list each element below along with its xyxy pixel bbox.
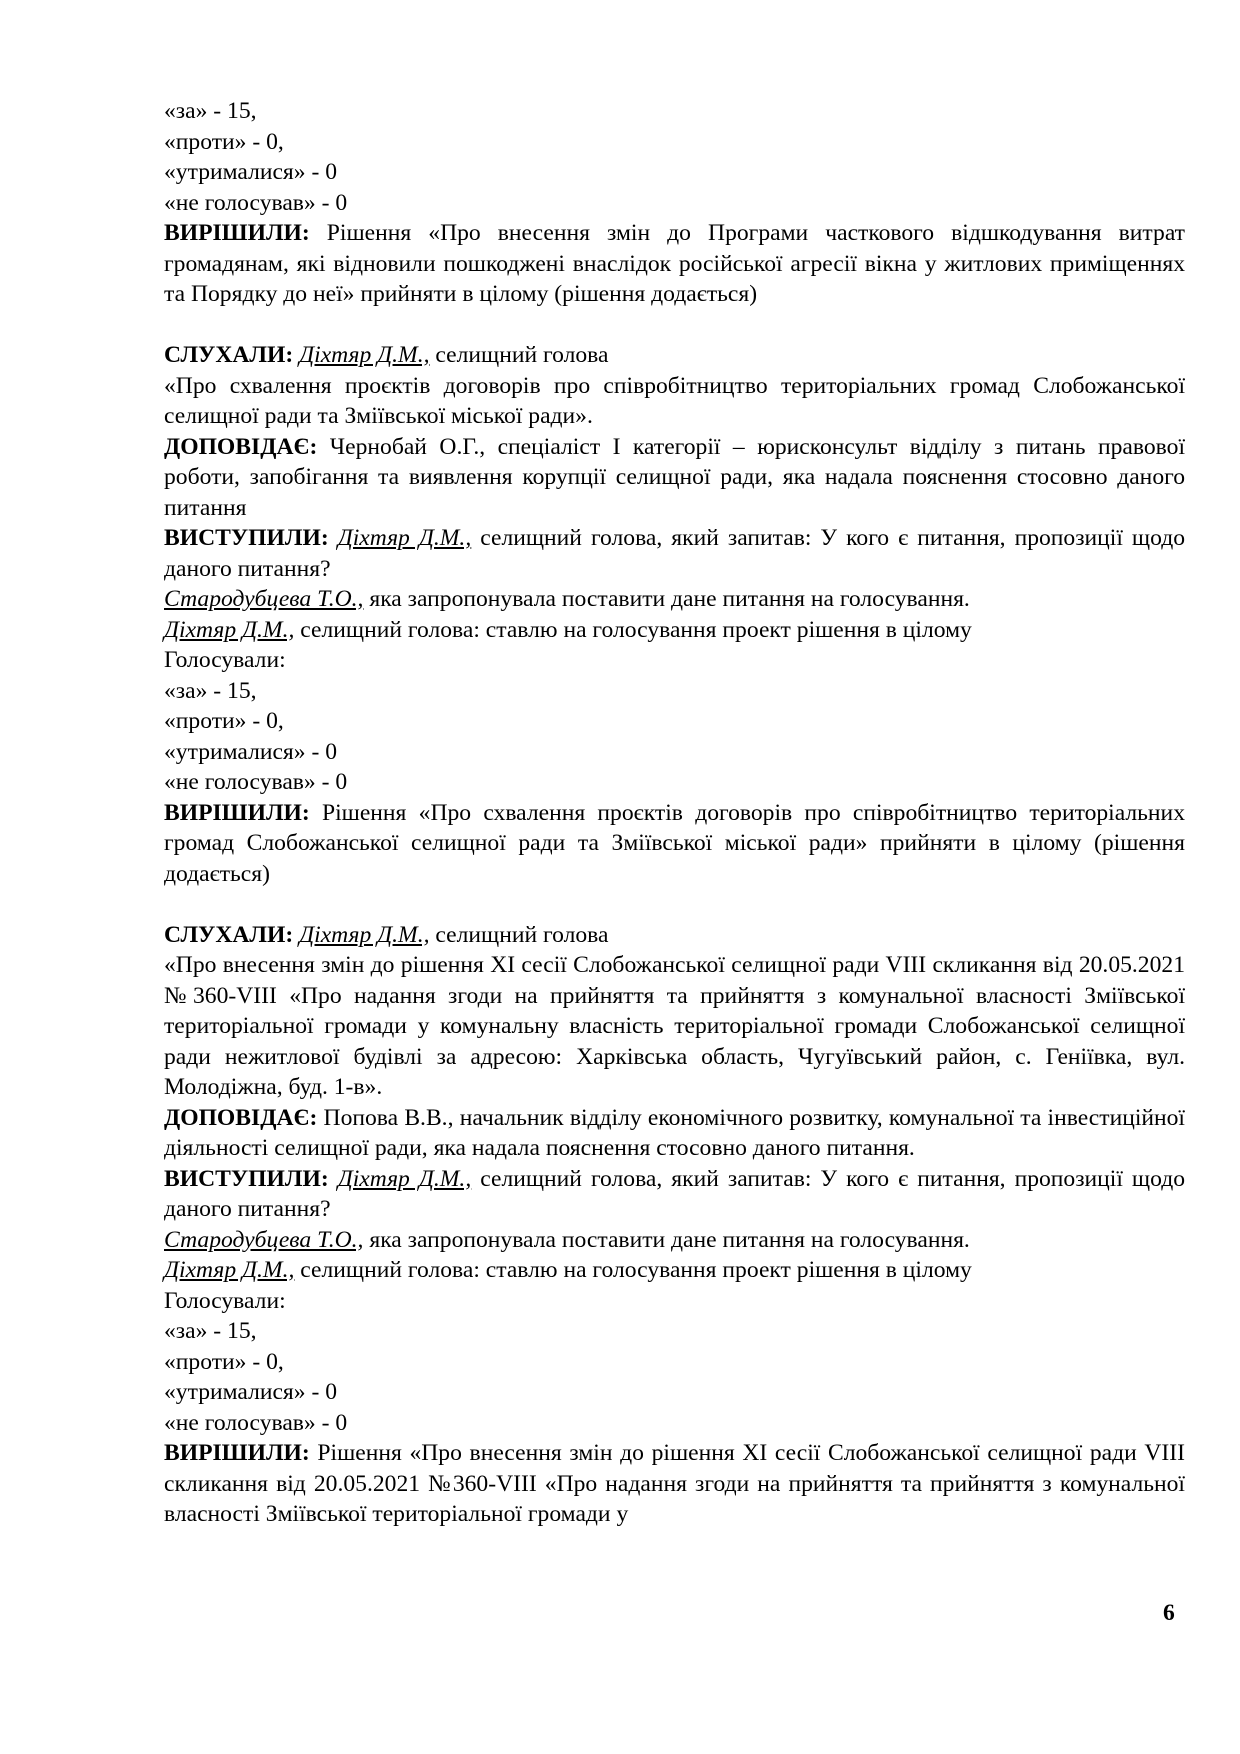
speaker-role: селищний голова xyxy=(429,342,609,368)
chair-line xyxy=(164,1255,1185,1286)
decided-label: ВИРІШИЛИ: xyxy=(164,799,310,826)
vote-against: «проти» - 0, xyxy=(164,708,284,734)
report-label: ДОПОВІДАЄ: xyxy=(164,433,318,460)
section-gap xyxy=(164,889,1185,920)
proposal-text: яка запропонувала поставити дане питання на голосування. xyxy=(363,586,970,612)
vote-not-voted: «не голосував» - 0 xyxy=(164,769,348,795)
proposer-name: Стародубцева Т.О., xyxy=(164,586,364,612)
vote-against: «проти» - 0, xyxy=(164,128,284,155)
page-number: 6 xyxy=(1163,1600,1175,1626)
decided-text: Рішення «Про внесення змін до рішення ХІ сесії Слобожанської селищної ради VIII скликання від 20.05.2021 №360-VIII «Про надання згоди на прийняття та прийняття з комунальної власності Зміївської територіальної громади у xyxy=(164,1440,1185,1527)
speaker-role: селищний голова xyxy=(429,921,609,948)
vote-not-voted: «не голосував» - 0 xyxy=(164,189,348,216)
spoke-label: ВИСТУПИЛИ: xyxy=(164,525,329,551)
page-content xyxy=(164,96,1185,1530)
vote-for: «за» - 15, xyxy=(164,98,257,124)
heard-label: СЛУХАЛИ: xyxy=(164,342,294,368)
vote-not-voted: «не голосував» - 0 xyxy=(164,1409,348,1436)
proposer-name: Стародубцева Т.О., xyxy=(164,1226,364,1253)
vote-abstained: «утрималися» - 0 xyxy=(164,1379,338,1405)
voted-label: Голосували: xyxy=(164,647,286,673)
proposal-line xyxy=(164,1225,1185,1256)
heard-line xyxy=(164,920,1185,951)
speaker-name: Діхтяр Д.М., xyxy=(337,525,472,551)
spoke-paragraph xyxy=(164,523,1185,584)
speaker-name: Діхтяр Д.М., xyxy=(337,1165,472,1192)
vote-abstained: «утрималися» - 0 xyxy=(164,738,338,765)
vote-for: «за» - 15, xyxy=(164,677,257,704)
report-text: Попова В.В., начальник відділу економічного розвитку, комунальної та інвестиційної діяльності селищної ради, яка надала пояснення стосовно даного питання. xyxy=(164,1104,1185,1161)
speaker-name: Діхтяр Д.М., xyxy=(299,342,430,368)
speaker-name: Діхтяр Д.М., xyxy=(299,921,430,948)
report-paragraph xyxy=(164,432,1185,524)
report-paragraph xyxy=(164,1103,1185,1164)
decided-label: ВИРІШИЛИ: xyxy=(164,1440,310,1466)
vote-for: «за» - 15, xyxy=(164,1318,257,1344)
chair-name: Діхтяр Д.М., xyxy=(164,1257,295,1283)
voted-label: Голосували: xyxy=(164,1287,286,1314)
heard-label: СЛУХАЛИ: xyxy=(164,921,294,948)
spoke-text: селищний голова, який запитав: У кого є питання, пропозиції щодо даного питання? xyxy=(164,525,1186,582)
spoke-paragraph xyxy=(164,1164,1185,1225)
decision-paragraph xyxy=(164,798,1185,890)
decided-text: Рішення «Про внесення змін до Програми часткового відшкодування витрат громадянам, які відновили пошкоджені внаслідок російської агресії вікна у житлових приміщеннях та Порядку до неї» прийняти в цілому (рішення додається) xyxy=(164,220,1185,307)
agenda-topic: «Про внесення змін до рішення ХІ сесії Слобожанської селищної ради VIII скликання від 20.05.2021 №360-VIII «Про надання згоди на прийняття та прийняття з комунальної власності Зміївської територіальної громади у комунальну власність територіальної громади Слобожанської селищної ради нежитлової будівлі за адресою: Харківська область, Чугуївський район, с. Геніївка, вул. Молодіжна, буд. 1-в». xyxy=(164,952,1185,1100)
chair-name: Діхтяр Д.М., xyxy=(164,616,295,643)
spoke-label: ВИСТУПИЛИ: xyxy=(164,1165,329,1192)
chair-line xyxy=(164,615,1185,646)
report-text: Чернобай О.Г., спеціаліст І категорії – юрисконсульт відділу з питань правової роботи, запобігання та виявлення корупції селищної ради, яка надала пояснення стосовно даного питання xyxy=(164,433,1185,521)
proposal-text: яка запропонувала поставити дане питання на голосування. xyxy=(363,1226,970,1253)
decided-label: ВИРІШИЛИ: xyxy=(164,220,310,246)
spoke-text: селищний голова, який запитав: У кого є питання, пропозиції щодо даного питання? xyxy=(164,1165,1186,1222)
agenda-topic: «Про схвалення проєктів договорів про співробітництво територіальних громад Слобожанської селищної ради та Зміївської міської ради». xyxy=(164,372,1185,429)
chair-text: селищний голова: ставлю на голосування проект рішення в цілому xyxy=(294,1257,972,1283)
report-label: ДОПОВІДАЄ: xyxy=(164,1104,318,1131)
decision-paragraph xyxy=(164,218,1185,310)
vote-against: «проти» - 0, xyxy=(164,1348,284,1375)
heard-line xyxy=(164,340,1185,371)
decision-paragraph xyxy=(164,1438,1185,1530)
chair-text: селищний голова: ставлю на голосування проект рішення в цілому xyxy=(294,616,972,643)
decided-text: Рішення «Про схвалення проєктів договорів про співробітництво територіальних громад Слобожанської селищної ради та Зміївської міської ради» прийняти в цілому (рішення додається) xyxy=(164,799,1185,887)
vote-abstained: «утрималися» - 0 xyxy=(164,159,338,185)
proposal-line xyxy=(164,584,1185,615)
section-gap xyxy=(164,310,1185,341)
